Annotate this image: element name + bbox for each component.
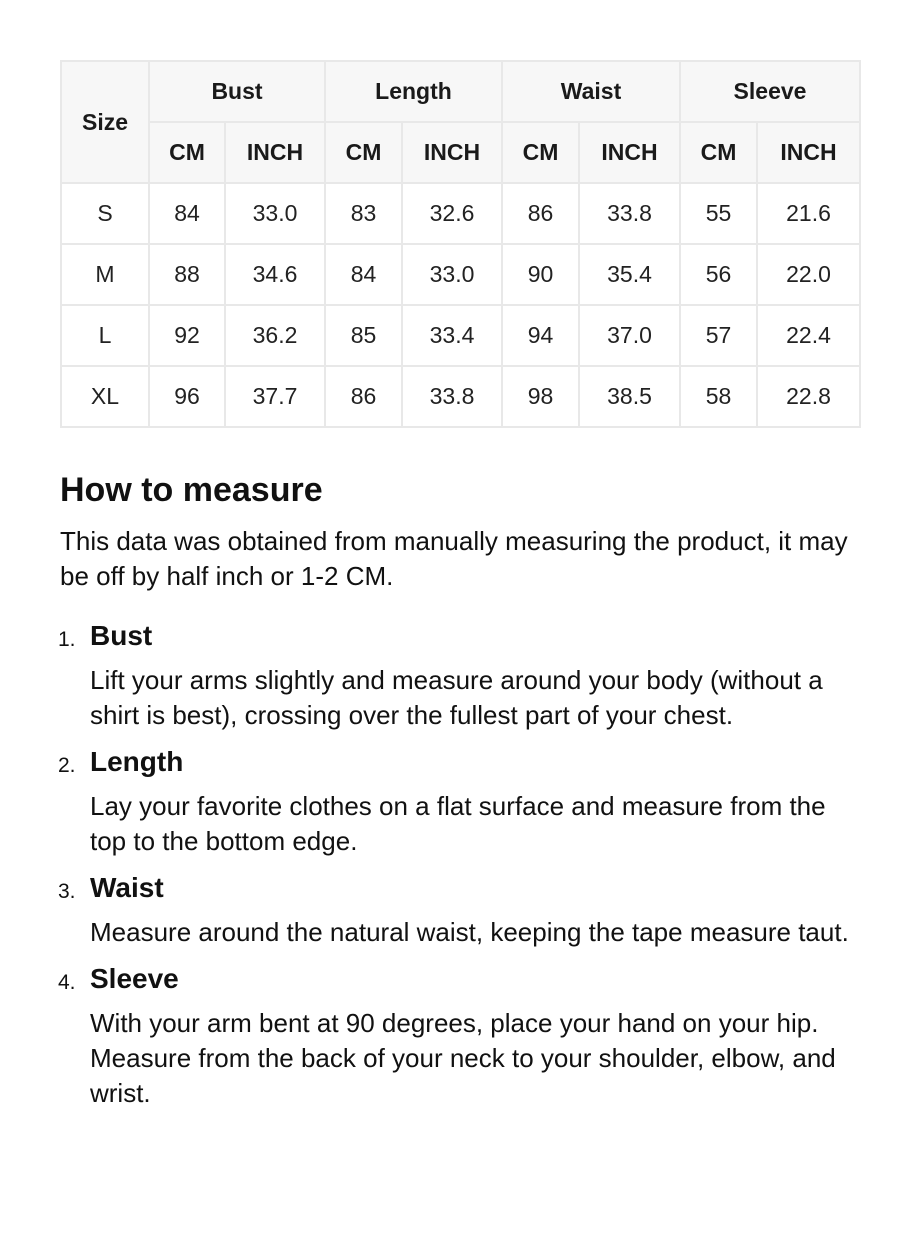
table-cell: 33.0 [225,183,325,244]
table-cell: 33.4 [402,305,502,366]
unit-header: CM [325,122,402,183]
size-chart-table [60,60,861,428]
table-cell: 37.0 [579,305,680,366]
table-cell: 22.4 [757,305,860,366]
unit-header: CM [680,122,757,183]
measure-steps-list [60,618,860,1111]
table-cell: 33.0 [402,244,502,305]
table-cell: 37.7 [225,366,325,427]
table-cell: 35.4 [579,244,680,305]
measure-intro-text: This data was obtained from manually measuring the product, it may be off by half inch or 1-2 CM. [60,526,848,591]
step-title: Length [90,746,184,777]
table-cell: 86 [325,366,402,427]
unit-header: CM [149,122,225,183]
size-column-header: Size [61,61,149,183]
size-cell: L [61,305,149,366]
step-title: Sleeve [90,963,179,994]
table-cell: 84 [325,244,402,305]
table-cell: 22.8 [757,366,860,427]
header-group-row [61,61,860,122]
table-cell: 33.8 [579,183,680,244]
table-cell: 58 [680,366,757,427]
size-cell: S [61,183,149,244]
step-description: Lay your favorite clothes on a flat surface and measure from the top to the bottom edge. [90,791,826,856]
table-cell: 32.6 [402,183,502,244]
table-row [61,183,860,244]
table-cell: 85 [325,305,402,366]
step-number: 3. [58,880,76,903]
table-cell: 86 [502,183,579,244]
unit-header: INCH [757,122,860,183]
unit-header: INCH [225,122,325,183]
table-cell: 84 [149,183,225,244]
table-cell: 90 [502,244,579,305]
waist-group-header: Waist [502,61,680,122]
step-number: 2. [58,754,76,777]
table-cell: 94 [502,305,579,366]
bust-group-header: Bust [149,61,325,122]
table-cell: 56 [680,244,757,305]
table-cell: 22.0 [757,244,860,305]
how-to-measure-heading: How to measure [60,471,323,509]
size-cell: M [61,244,149,305]
table-cell: 36.2 [225,305,325,366]
length-group-header: Length [325,61,502,122]
table-header [61,61,860,183]
table-cell: 98 [502,366,579,427]
table-cell: 96 [149,366,225,427]
table-cell: 83 [325,183,402,244]
table-row [61,366,860,427]
step-description: With your arm bent at 90 degrees, place your hand on your hip. Measure from the back of your neck to your shoulder, elbow, and wrist. [90,1008,836,1108]
table-row [61,244,860,305]
unit-header: INCH [402,122,502,183]
table-row [61,305,860,366]
table-body [61,183,860,427]
list-item [60,961,860,1111]
step-description: Measure around the natural waist, keeping the tape measure taut. [90,917,849,947]
table-cell: 33.8 [402,366,502,427]
step-title: Bust [90,620,153,651]
size-guide [60,60,860,1122]
list-item [60,870,860,950]
step-description: Lift your arms slightly and measure around your body (without a shirt is best), crossing over the fullest part of your chest. [90,665,823,730]
list-item [60,744,860,859]
header-unit-row [61,122,860,183]
table-cell: 92 [149,305,225,366]
unit-header: CM [502,122,579,183]
table-cell: 57 [680,305,757,366]
table-cell: 55 [680,183,757,244]
sleeve-group-header: Sleeve [680,61,860,122]
table-cell: 34.6 [225,244,325,305]
size-cell: XL [61,366,149,427]
table-cell: 21.6 [757,183,860,244]
step-number: 4. [58,971,76,994]
step-title: Waist [90,872,164,903]
step-number: 1. [58,628,76,651]
table-cell: 38.5 [579,366,680,427]
list-item [60,618,860,733]
unit-header: INCH [579,122,680,183]
table-cell: 88 [149,244,225,305]
